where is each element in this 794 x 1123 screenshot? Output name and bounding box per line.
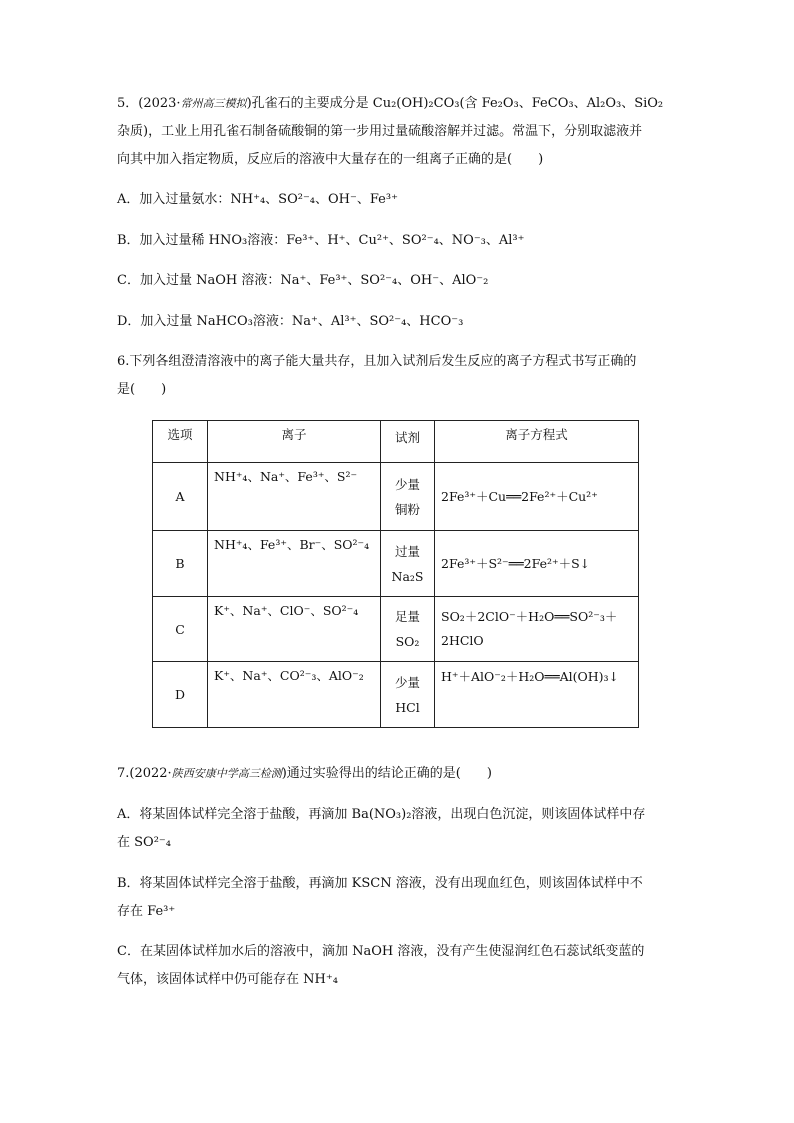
row-ions: NH⁺₄、Na⁺、Fe³⁺、S²⁻: [208, 463, 381, 531]
table-row: [153, 597, 639, 662]
q5-option-c: C．加入过量 NaOH 溶液：Na⁺、Fe³⁺、SO²⁻₄、OH⁻、AlO⁻₂: [117, 273, 489, 288]
reagent-amount: 少量: [394, 674, 420, 690]
reagent-amount: 少量: [394, 476, 420, 492]
q5-option-d: D．加入过量 NaHCO₃溶液：Na⁺、Al³⁺、SO²⁻₄、HCO⁻₃: [117, 314, 464, 329]
row-option: D: [153, 662, 208, 728]
q7-option-c-line-1: C．在某固体试样加水后的溶液中，滴加 NaOH 溶液，没有产生使湿润红色石蕊试纸变蓝的: [117, 944, 645, 959]
q5-option-b: B．加入过量稀 HNO₃溶液：Fe³⁺、H⁺、Cu²⁺、SO²⁻₄、NO⁻₃、Al³⁺: [117, 233, 525, 248]
reagent-name: SO₂: [395, 634, 420, 649]
row-reagent: [381, 531, 435, 597]
row-equation: [435, 531, 639, 597]
row-reagent: [381, 597, 435, 662]
q7-option-a-line-1: A．将某固体试样完全溶于盐酸，再滴加 Ba(NO₃)₂溶液，出现白色沉淀，则该固体试样中存: [117, 807, 646, 822]
q5-stem-text: )孔雀石的主要成分是 Cu₂(OH)₂CO₃(含 Fe₂O₃、FeCO₃、Al₂O₃、SiO₂: [246, 96, 664, 111]
q7-number: 7.(2022·: [117, 766, 172, 781]
row-reagent: [381, 463, 435, 531]
q7-source: 陕西安康中学高三检测: [171, 767, 282, 780]
q5-stem-line-2: 杂质)，工业上用孔雀石制备硫酸铜的第一步用过量硫酸溶解并过滤。常温下，分别取滤液并: [117, 124, 643, 139]
row-option: A: [153, 463, 208, 531]
q5-stem-line-3: 向其中加入指定物质，反应后的溶液中大量存在的一组离子正确的是( ): [117, 152, 544, 167]
reagent-name: 铜粉: [394, 501, 420, 517]
q5-option-a: A．加入过量氨水：NH⁺₄、SO²⁻₄、OH⁻、Fe³⁺: [117, 192, 398, 207]
q7-option-b-line-2: 存在 Fe³⁺: [117, 904, 176, 919]
reagent-amount: 足量: [394, 609, 420, 624]
row-ions: K⁺、Na⁺、ClO⁻、SO²⁻₄: [208, 597, 381, 662]
row-equation: [435, 463, 639, 531]
header-reagent: 试剂: [381, 421, 435, 463]
table-header-row: [153, 421, 639, 463]
row-equation: [435, 662, 639, 728]
reagent-amount: 过量: [394, 543, 420, 559]
equation-line-2: 2HClO: [441, 633, 484, 648]
q6-stem-line-1: 6.下列各组澄清溶液中的离子能大量共存，且加入试剂后发生反应的离子方程式书写正确的: [117, 354, 637, 369]
equation-line-1: H⁺＋AlO⁻₂＋H₂O══Al(OH)₃↓: [441, 669, 620, 684]
equation-line-1: SO₂＋2ClO⁻＋H₂O══SO²⁻₃＋: [441, 609, 618, 624]
reagent-name: HCl: [395, 699, 420, 715]
table-row: [153, 662, 639, 728]
q7-option-c-line-2: 气体，该固体试样中仍可能存在 NH⁺₄: [117, 972, 338, 987]
header-option: 选项: [153, 421, 208, 463]
q7-option-a-line-2: 在 SO²⁻₄: [117, 835, 171, 850]
table-row: [153, 531, 639, 597]
q5-stem-line-1: [117, 95, 663, 113]
q6-table: [152, 420, 639, 728]
q7-option-b-line-1: B．将某固体试样完全溶于盐酸，再滴加 KSCN 溶液，没有出现血红色，则该固体试样中不: [117, 876, 643, 891]
row-ions: K⁺、Na⁺、CO²⁻₃、AlO⁻₂: [208, 662, 381, 728]
header-equation: 离子方程式: [435, 421, 639, 463]
row-ions: NH⁺₄、Fe³⁺、Br⁻、SO²⁻₄: [208, 531, 381, 597]
q6-stem-line-2: 是( ): [117, 382, 167, 397]
q5-source: 常州高三模拟: [180, 97, 247, 110]
q7-stem: [117, 765, 492, 783]
row-reagent: [381, 662, 435, 728]
reagent-name: Na₂S: [391, 568, 424, 584]
q5-number: 5．(2023·: [117, 96, 181, 111]
row-option: B: [153, 531, 208, 597]
header-ions: 离子: [208, 421, 381, 463]
row-equation: [435, 597, 639, 662]
table-row: [153, 463, 639, 531]
equation-line-1: 2Fe³⁺＋S²⁻══2Fe²⁺＋S↓: [441, 555, 591, 571]
equation-line-1: 2Fe³⁺＋Cu══2Fe²⁺＋Cu²⁺: [441, 488, 598, 504]
row-option: C: [153, 597, 208, 662]
q7-stem-text: )通过实验得出的结论正确的是( ): [281, 766, 492, 781]
